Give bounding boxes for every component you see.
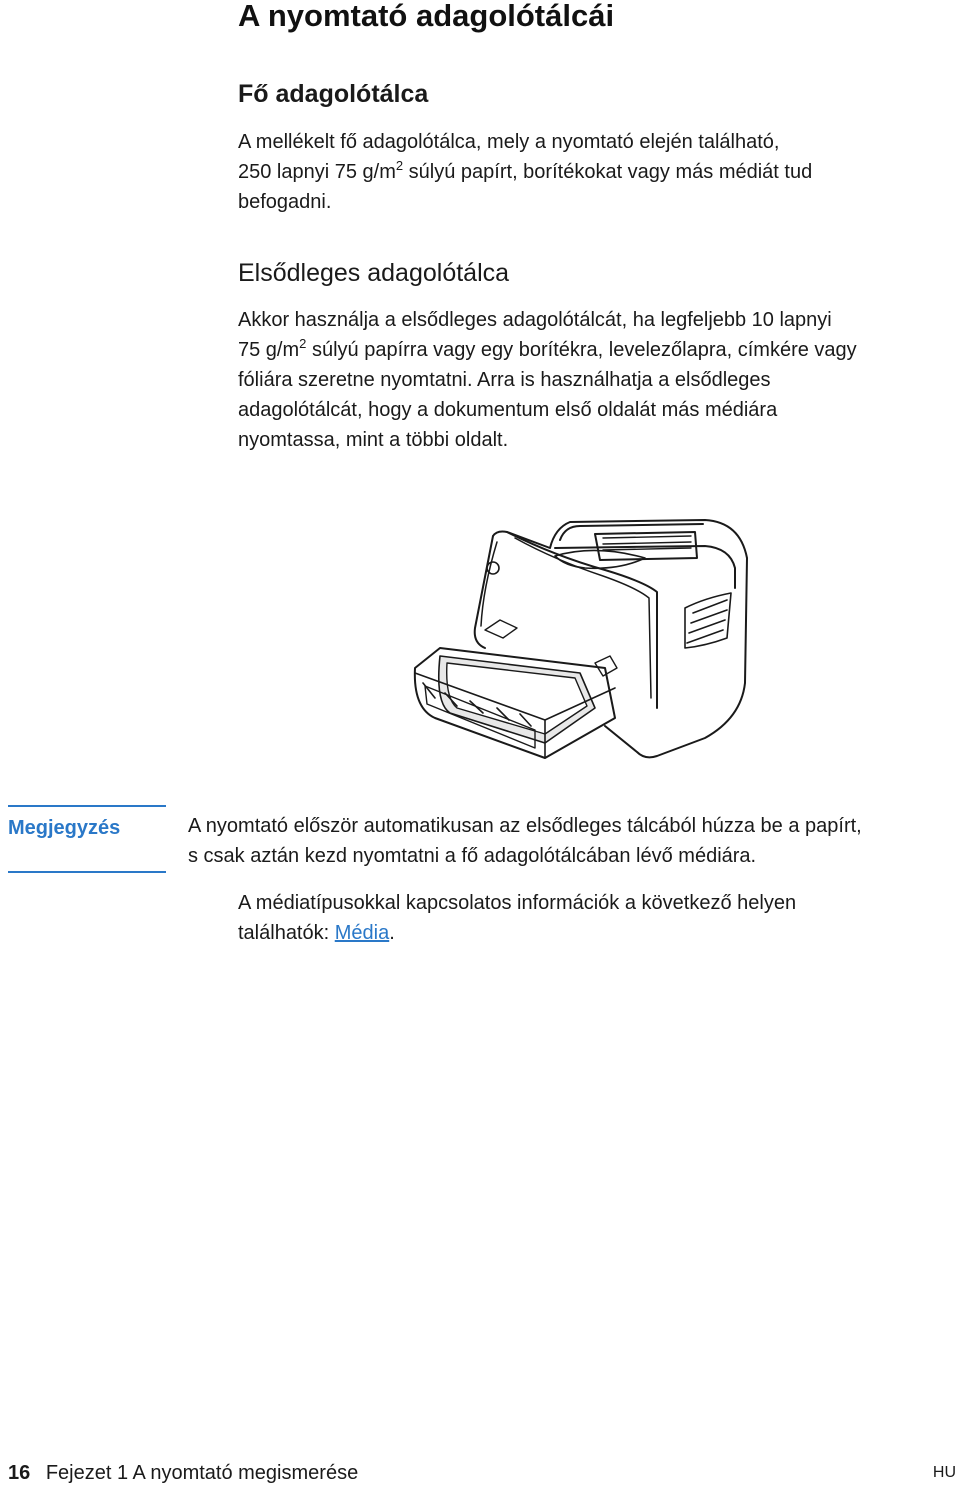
section-heading-priority-tray: Elsődleges adagolótálca [238,259,510,287]
note-label: Megjegyzés [8,817,121,839]
printer-illustration [405,508,755,768]
note-rule-top [8,805,166,807]
main-tray-paragraph: A mellékelt fő adagolótálca, mely a nyomtató elején található, 250 lapnyi 75 $g/m^2$ súlyú papírt, borítékokat vagy más médiát tud befogadni. [238,131,813,213]
page-title: A nyomtató adagolótálcái [238,0,615,33]
media-link[interactable]: Média [334,922,390,944]
page-number: 16 [8,1462,31,1484]
chapter-title: Fejezet 1 A nyomtató megismerése [45,1462,359,1484]
language-code: HU [932,1464,956,1481]
note-rule-bottom [8,871,166,873]
note-text: A nyomtató először automatikusan az elsődleges tálcából húzza be a papírt, s csak aztán kezd nyomtatni a fő adagolótálcában lévő médiára. [188,815,862,867]
priority-tray-paragraph: Akkor használja a elsődleges adagolótálcát, ha legfeljebb 10 lapnyi 75 $g/m^2$ súlyú papírra vagy egy borítékra, levelezőlapra, címkére vagy fóliára szeretne nyomtatni. Arra is használhatja a elsődleges adagolótálcát, hogy a dokumentum első oldalát más médiára nyomtassa, mint a többi oldalt. [238,309,857,451]
page-footer [8,1458,958,1488]
media-info-paragraph: A médiatípusokkal kapcsolatos információk a következő helyen találhatók: Média. [238,892,797,944]
section-heading-main-tray: Fő adagolótálca [238,80,429,108]
